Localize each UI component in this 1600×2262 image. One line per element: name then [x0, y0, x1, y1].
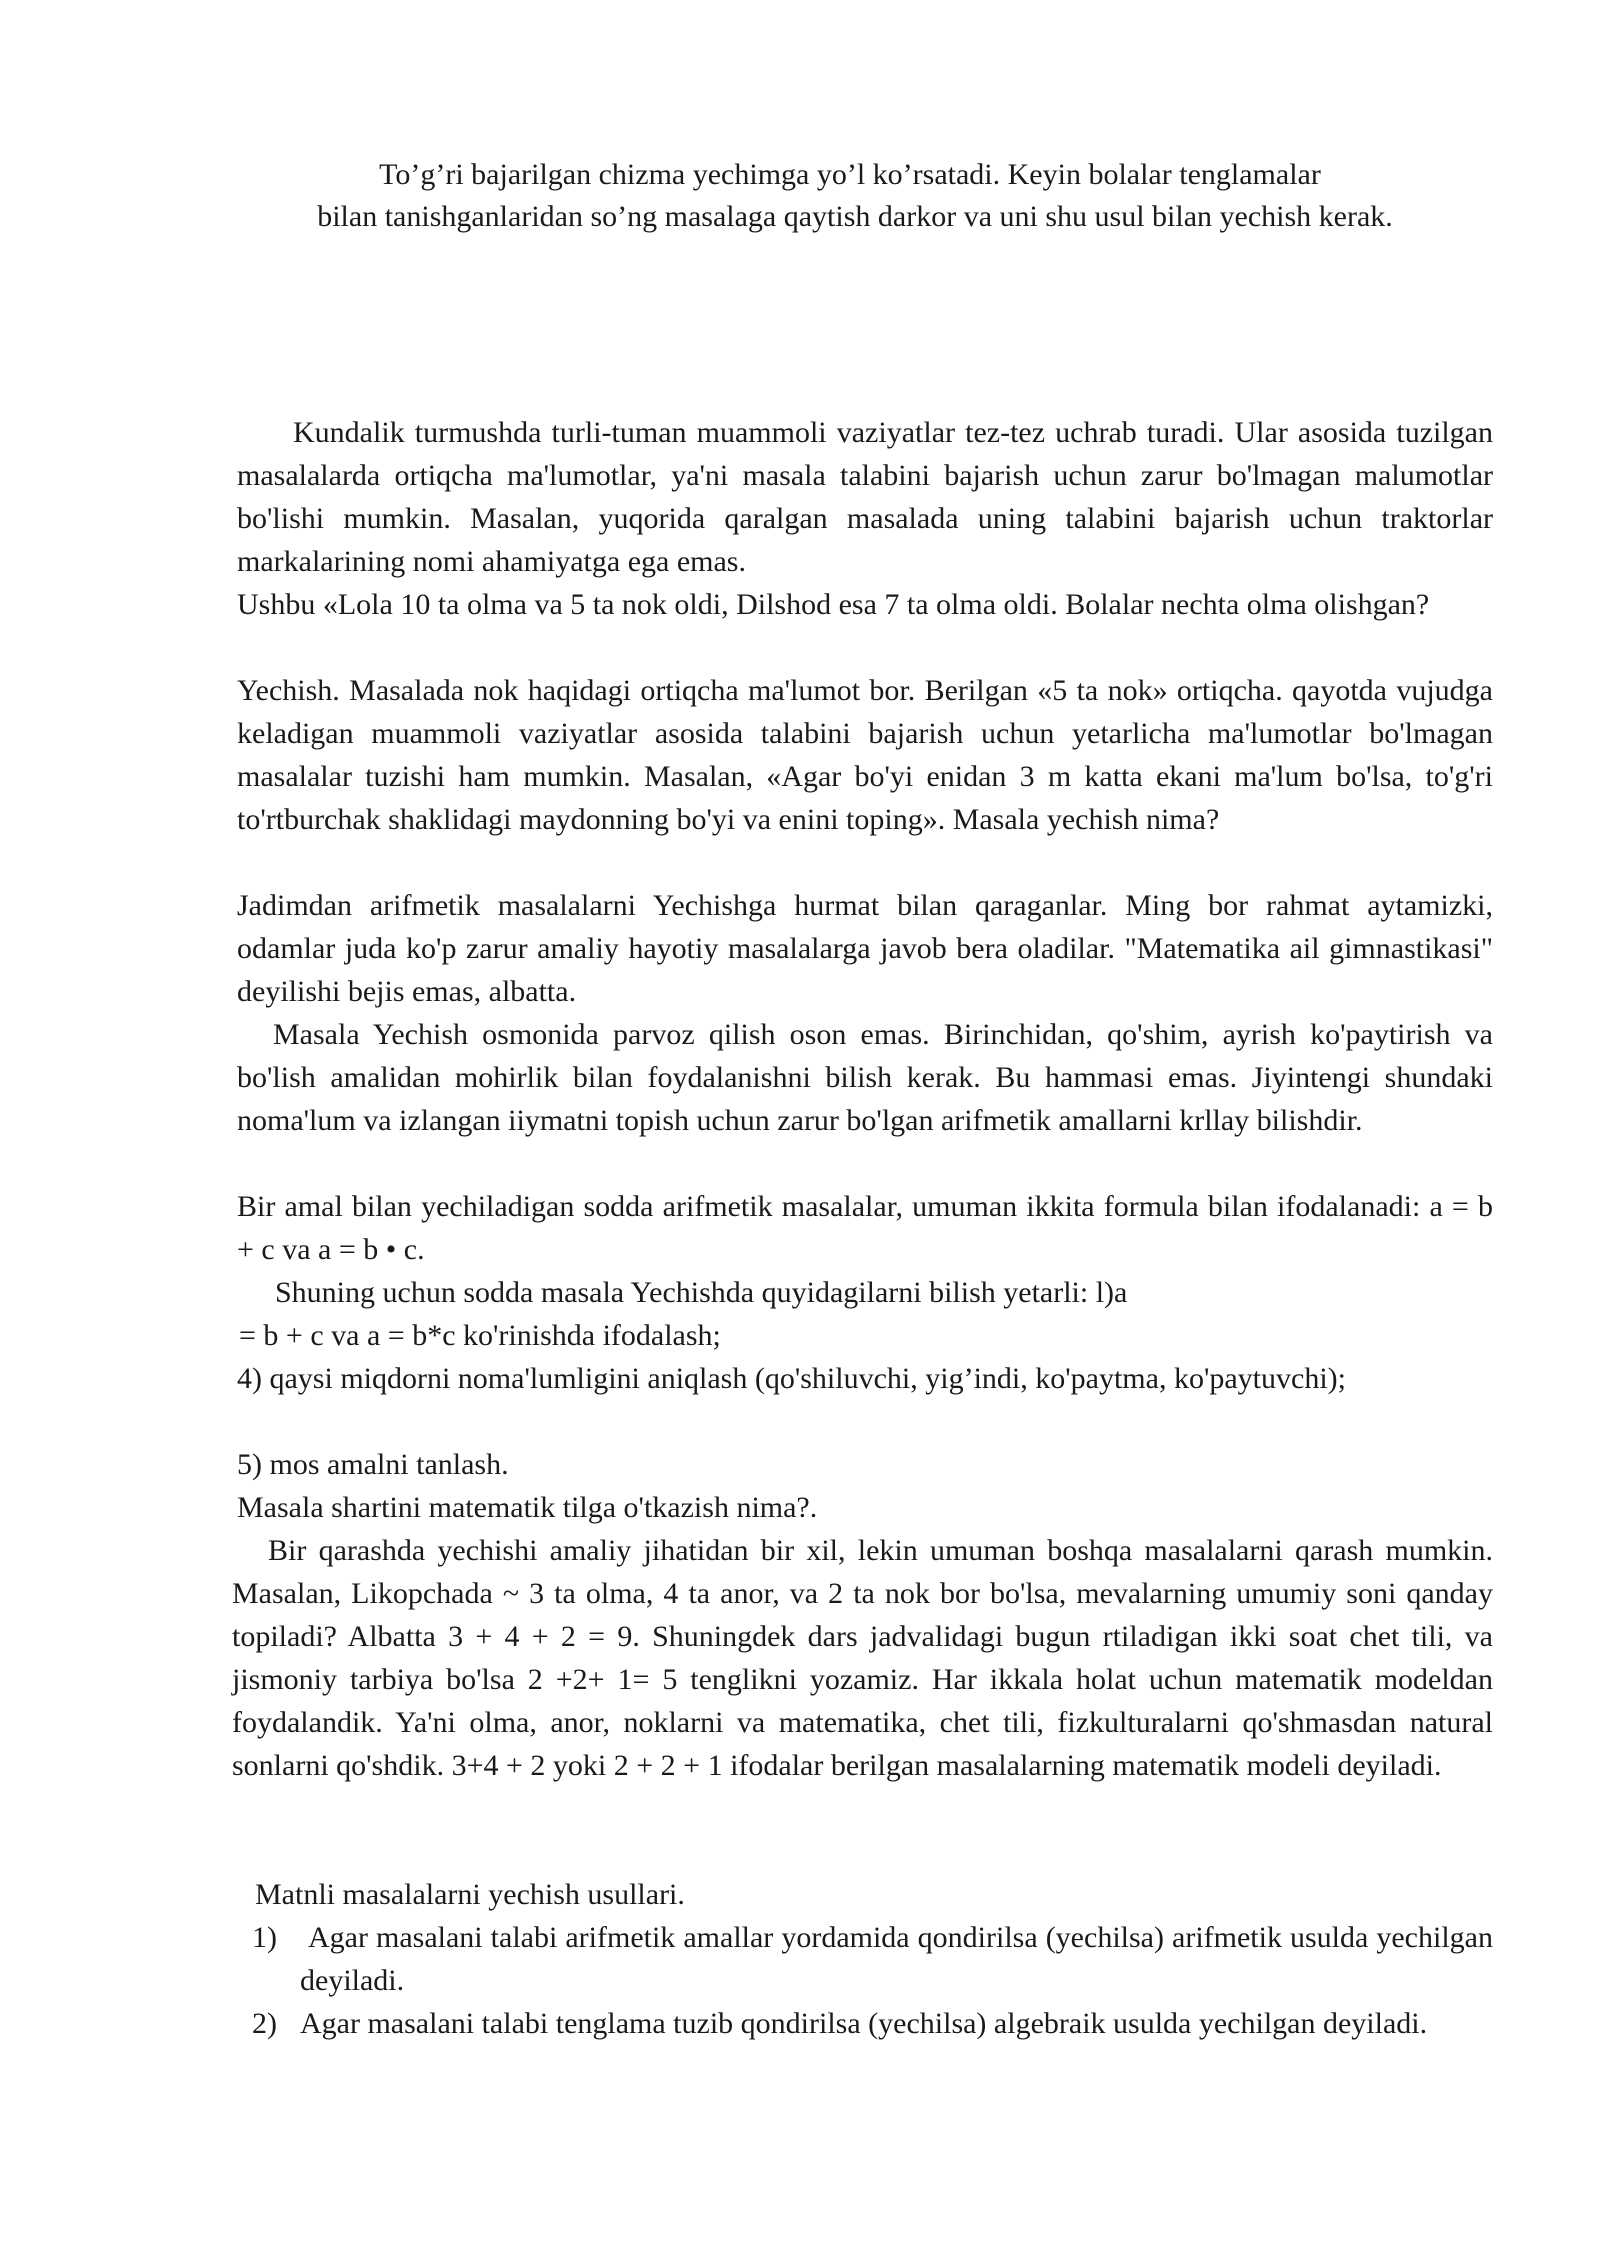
method-item-algebraic: Agar masalani talabi tenglama tuzib qondirilsa (yechilsa) algebraik usulda yechilgan deyiladi. — [300, 2007, 1428, 2040]
paragraph-flight: Masala Yechish osmonida parvoz qilish oson emas. Birinchidan, qo'shim, ayrish ko'paytirish va bo'lish amalidan mohirlik bilan foydalanishni bilish kerak. Bu hammasi emas. Jiyintengi shundaki noma'lum va izlangan iiymatni topish uchun zarur bo'lgan arifmetik amallarni krllay bilishdir. — [237, 1018, 1493, 1137]
paragraph-example-lola: Ushbu «Lola 10 ta olma va 5 ta nok oldi, Dilshod esa 7 ta olma oldi. Bolalar nechta olma olishgan? — [237, 588, 1430, 621]
paragraph-formulas: Bir amal bilan yechiladigan sodda arifmetik masalalar, umuman ikkita formula bilan ifodalanadi: a = b + c va a = b • c. — [237, 1190, 1493, 1266]
method-number: 1) — [252, 1921, 277, 1954]
paragraph-step-5: 5) mos amalni tanlash. — [237, 1448, 509, 1481]
paragraph-math-language: Masala shartini matematik tilga o'tkazish nima?. — [237, 1491, 818, 1524]
method-item-arithmetic: Agar masalani talabi arifmetik amallar yordamida qondirilsa (yechilsa) arifmetik usulda yechilgan deyiladi. — [300, 1921, 1493, 1997]
paragraph-simple-solving-b: = b + c va a = b*c ko'rinishda ifodalash; — [239, 1319, 721, 1352]
method-number: 2) — [252, 2007, 277, 2040]
paragraph-math-model: Bir qarashda yechishi amaliy jihatidan bir xil, lekin umuman boshqa masalalarni qarash mumkin. Masalan, Likopchada ~ 3 ta olma, 4 ta anor, va 2 ta nok bor bo'lsa, mevalarning umumiy soni qanday topiladi? Albatta 3 + 4 + 2 = 9. Shuningdek dars jadvalidagi bugun rtiladigan ikki soat chet tili, va jismoniy tarbiya bo'lsa 2 +2+ 1= 5 tenglikni yozamiz. Har ikkala holat uchun matematik modeldan foydalandik. Ya'ni olma, anor, noklarni va matematika, chet tili, fizkulturalarni qo'shmasdan natural sonlarni qo'shdik. 3+4 + 2 yoki 2 + 2 + 1 ifodalar berilgan masalalarning matematik modeli deyiladi. — [232, 1534, 1493, 1782]
paragraph-solution: Yechish. Masalada nok haqidagi ortiqcha ma'lumot bor. Berilgan «5 ta nok» ortiqcha. qayotda vujudga keladigan muammoli vaziyatlar asosida talabini bajarish uchun yetarlicha ma'lumotlar bo'lmagan masalalar tuzishi ham mumkin. Masalan, «Agar bo'yi enidan 3 m katta ekani ma'lum bo'lsa, to'g'ri to'rtburchak shaklidagi maydonning bo'yi va enini toping». Masala yechish nima? — [237, 674, 1493, 836]
paragraph-simple-solving-a: Shuning uchun sodda masala Yechishda quyidagilarni bilish yetarli: l)a — [275, 1276, 1128, 1309]
intro-line-1: To’g’ri bajarilgan chizma yechimga yo’l ko’rsatadi. Keyin bolalar tenglamalar — [379, 158, 1321, 191]
intro-line-2: bilan tanishganlaridan so’ng masalaga qaytish darkor va uni shu usul bilan yechish kerak. — [317, 200, 1393, 233]
paragraph-everyday-problems: Kundalik turmushda turli-tuman muammoli vaziyatlar tez-tez uchrab turadi. Ular asosida tuzilgan masalalarda ortiqcha ma'lumotlar, ya'ni masala talabini bajarish uchun zarur bo'lmagan malumotlar bo'lishi mumkin. Masalan, yuqorida qaralgan masalada uning talabini bajarish uchun traktorlar markalarining nomi ahamiyatga ega emas. — [237, 416, 1493, 578]
paragraph-respect: Jadimdan arifmetik masalalarni Yechishga hurmat bilan qaraganlar. Ming bor rahmat aytamizki, odamlar juda ko'p zarur amaliy hayotiy masalalarga javob bera oladilar. "Matematika ail gimnastikasi" deyilishi bejis emas, albatta. — [237, 889, 1493, 1008]
paragraph-methods-heading: Matnli masalalarni yechish usullari. — [255, 1878, 685, 1911]
paragraph-step-4: 4) qaysi miqdorni noma'lumligini aniqlash (qo'shiluvchi, yig’indi, ko'paytma, ko'paytuvchi); — [237, 1362, 1346, 1395]
